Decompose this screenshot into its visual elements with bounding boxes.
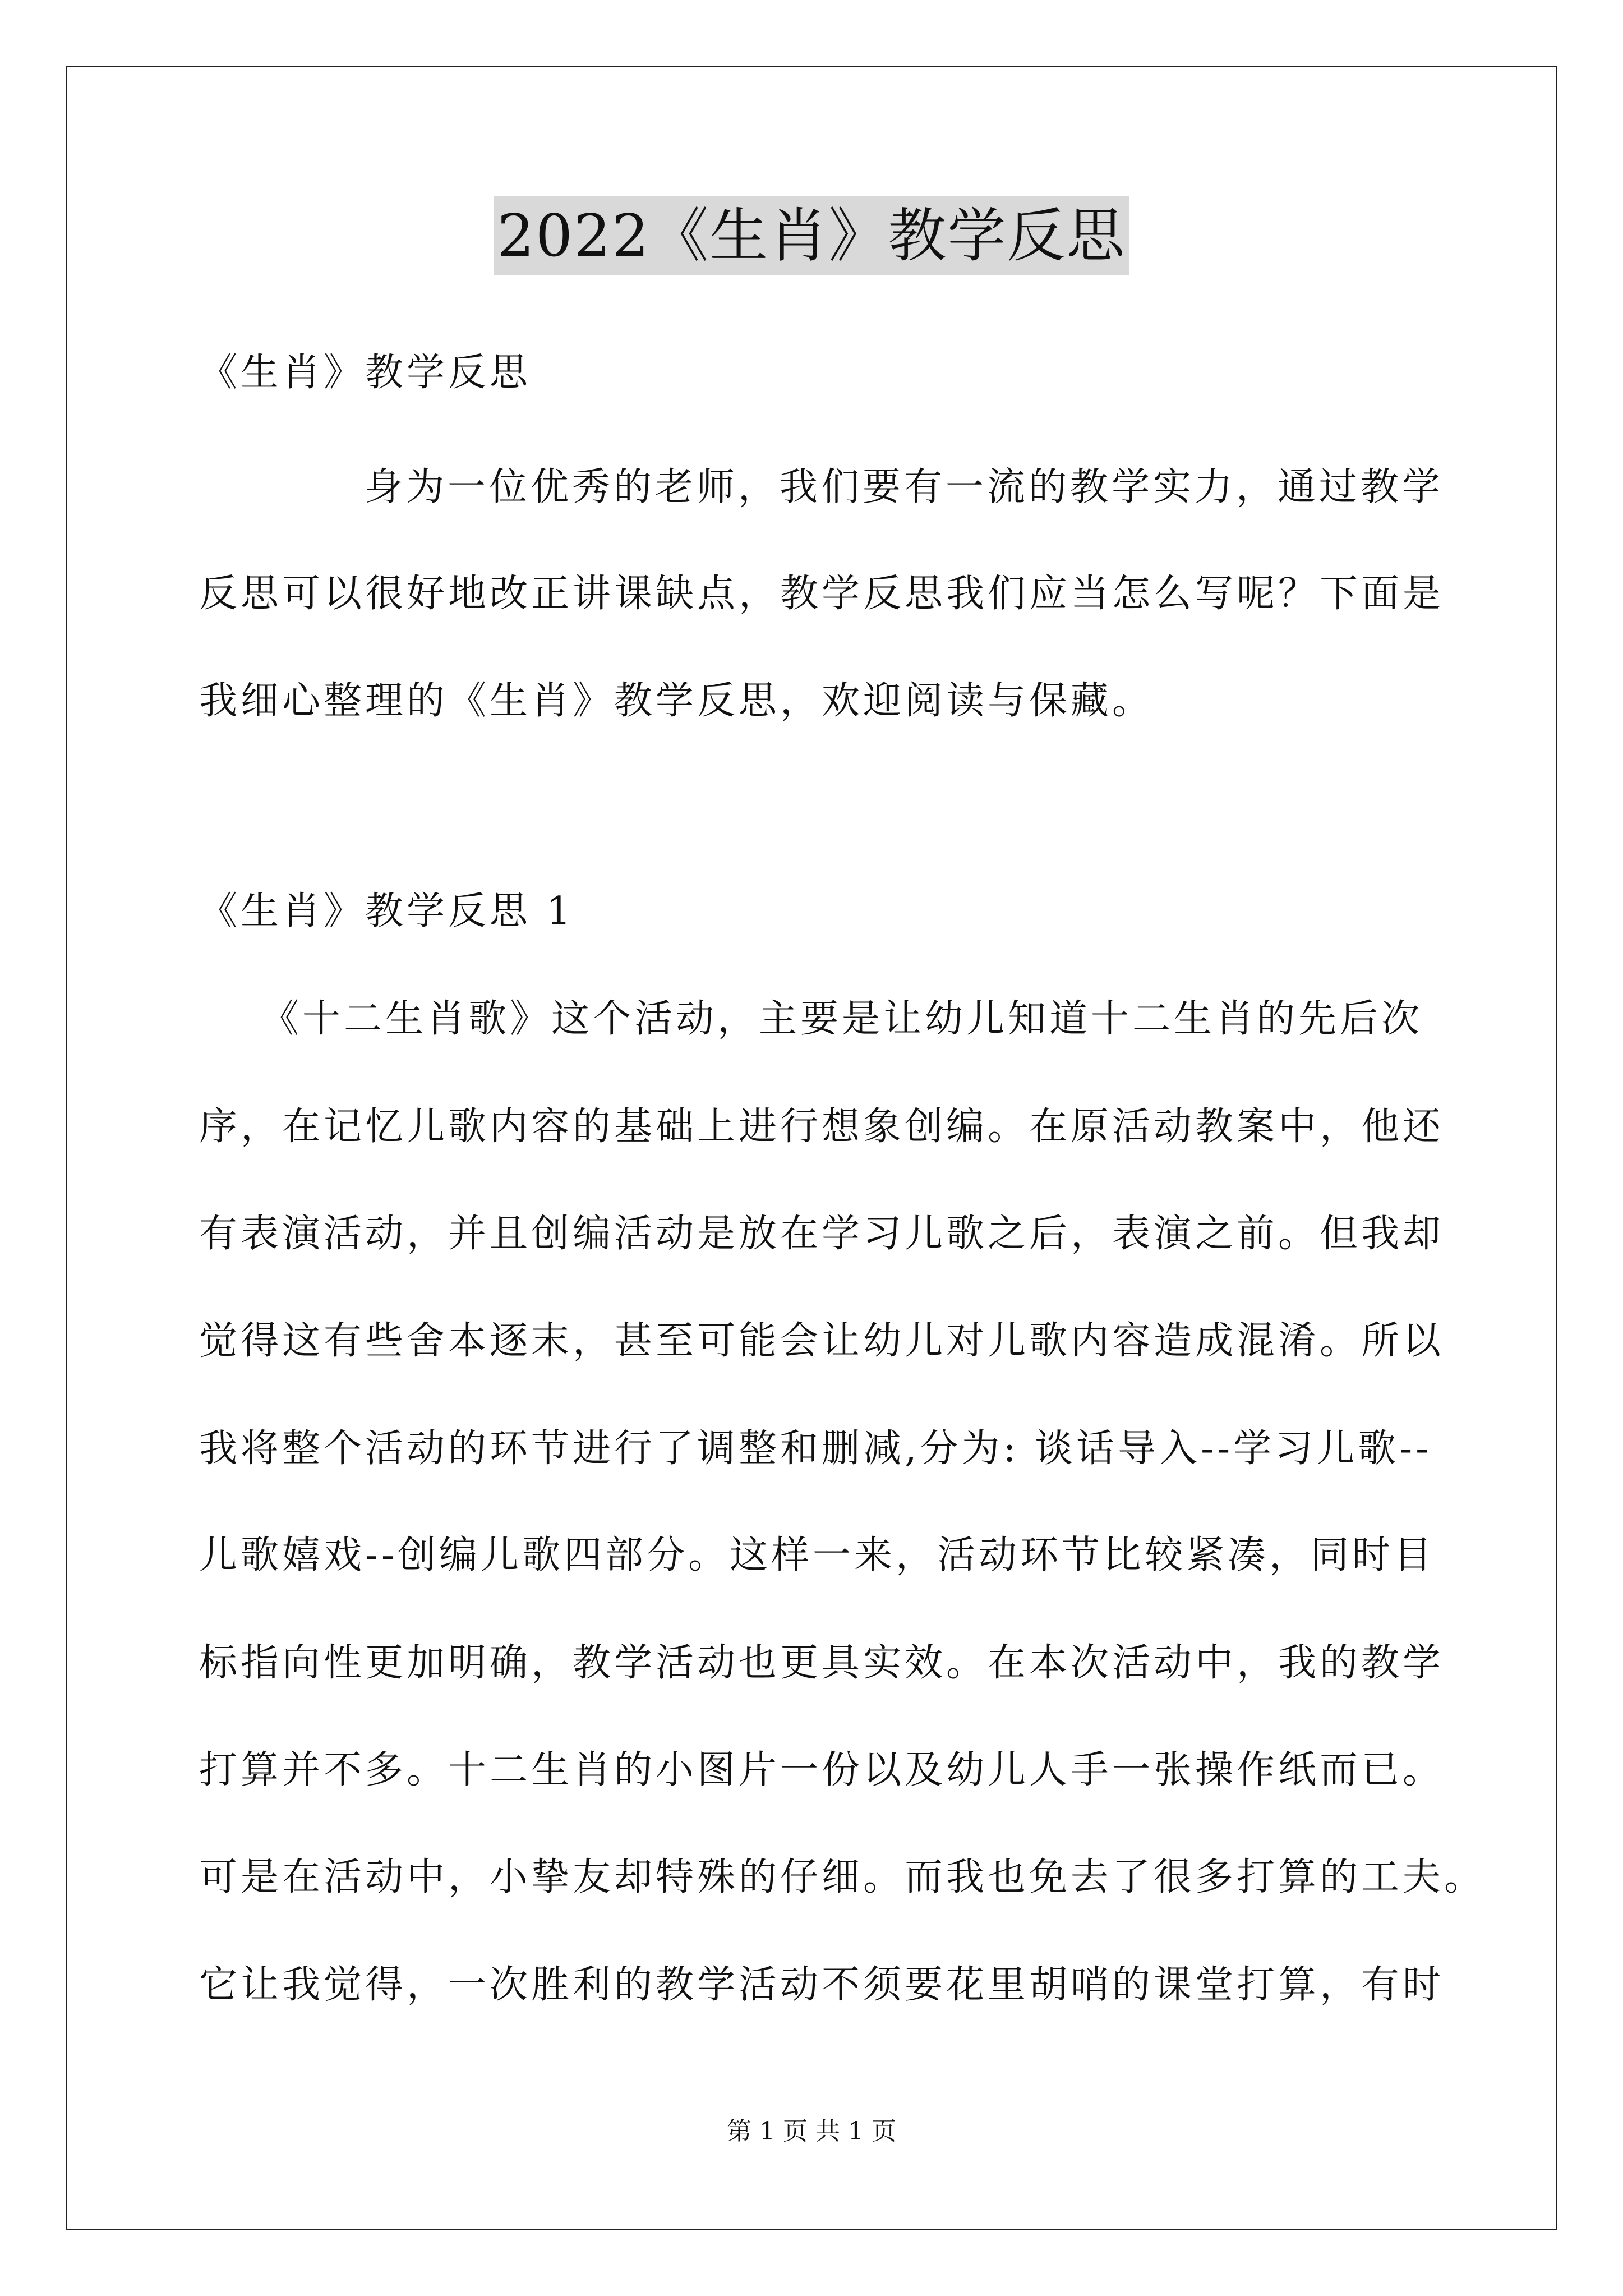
intro-paragraph-line: 反思可以很好地改正讲课缺点，教学反思我们应当怎么写呢？下面是 xyxy=(199,572,1445,616)
body-paragraph-line: 它让我觉得，一次胜利的教学活动不须要花里胡哨的课堂打算，有时 xyxy=(199,1963,1445,2007)
body-paragraph-line: 序，在记忆儿歌内容的基础上进行想象创编。在原活动教案中，他还 xyxy=(199,1105,1445,1149)
body-paragraph-line: 标指向性更加明确，教学活动也更具实效。在本次活动中，我的教学 xyxy=(199,1641,1445,1685)
body-paragraph-line: 《十二生肖歌》这个活动，主要是让幼儿知道十二生肖的先后次 xyxy=(261,997,1423,1041)
body-paragraph-line: 我将整个活动的环节进行了调整和删减,分为: 谈话导入--学习儿歌-- xyxy=(199,1427,1432,1471)
body-paragraph-line: 打算并不多。十二生肖的小图片一份以及幼儿人手一张操作纸而已。 xyxy=(199,1748,1445,1792)
document-title: 2022《生肖》教学反思 xyxy=(494,196,1129,275)
page-footer: 第 1 页 共 1 页 xyxy=(727,2117,896,2146)
body-paragraph-line: 儿歌嬉戏--创编儿歌四部分。这样一来，活动环节比较紧凑，同时目 xyxy=(199,1533,1435,1577)
intro-paragraph-line: 我细心整理的《生肖》教学反思，欢迎阅读与保藏。 xyxy=(199,679,1154,723)
body-paragraph-line: 有表演活动，并且创编活动是放在学习儿歌之后，表演之前。但我却 xyxy=(199,1212,1445,1256)
body-paragraph-line: 觉得这有些舍本逐末，甚至可能会让幼儿对儿歌内容造成混淆。所以 xyxy=(199,1319,1445,1363)
section-heading: 《生肖》教学反思 1 xyxy=(199,889,574,933)
intro-paragraph-line: 身为一位优秀的老师，我们要有一流的教学实力，通过教学 xyxy=(365,465,1444,509)
title-container xyxy=(0,196,1623,275)
body-paragraph-line: 可是在活动中，小挚友却特殊的仔细。而我也免去了很多打算的工夫。 xyxy=(199,1855,1486,1899)
intro-heading: 《生肖》教学反思 xyxy=(199,351,532,395)
